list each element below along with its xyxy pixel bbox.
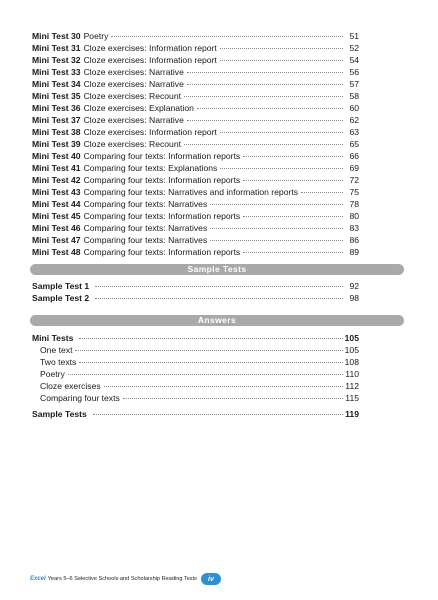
entry-label: Mini Test 35 bbox=[32, 91, 81, 101]
page-number: 105 bbox=[344, 345, 359, 355]
page-number: 108 bbox=[344, 357, 359, 367]
toc-entry[interactable] bbox=[32, 186, 359, 198]
dot-leader bbox=[104, 386, 343, 387]
dot-leader bbox=[95, 298, 343, 299]
dot-leader bbox=[210, 204, 343, 205]
toc-entry[interactable] bbox=[32, 114, 359, 126]
entry-title: Comparing four texts: Narratives and information reports bbox=[83, 187, 299, 197]
entry-title: Cloze exercises: Narrative bbox=[83, 79, 184, 89]
page-number: 54 bbox=[349, 55, 359, 65]
entry-title: Cloze exercises: Explanation bbox=[83, 103, 194, 113]
entry-label: Mini Test 47 bbox=[32, 235, 81, 245]
toc-entry[interactable] bbox=[32, 234, 359, 246]
page-number: 119 bbox=[345, 409, 359, 419]
entry-label: Mini Test 36 bbox=[32, 103, 81, 113]
page-number: 98 bbox=[349, 293, 359, 303]
entry-label: Mini Test 33 bbox=[32, 67, 81, 77]
dot-leader bbox=[220, 132, 343, 133]
entry-title: Comparing four texts bbox=[40, 393, 120, 403]
toc-entry[interactable] bbox=[32, 162, 359, 174]
toc-entry[interactable] bbox=[32, 246, 359, 258]
dot-leader bbox=[210, 240, 343, 241]
dot-leader bbox=[220, 168, 343, 169]
toc-entry-answers-two-texts[interactable] bbox=[32, 356, 359, 368]
toc-entry[interactable] bbox=[32, 54, 359, 66]
page-number: 72 bbox=[349, 175, 359, 185]
entry-label: Mini Test 40 bbox=[32, 151, 81, 161]
entry-label: Mini Test 30 bbox=[32, 31, 81, 41]
entry-title: Comparing four texts: Information reports bbox=[83, 211, 241, 221]
entry-label: Mini Test 41 bbox=[32, 163, 81, 173]
dot-leader bbox=[79, 338, 342, 339]
dot-leader bbox=[123, 398, 343, 399]
entry-title: Cloze exercises bbox=[40, 381, 101, 391]
dot-leader bbox=[220, 60, 343, 61]
entry-label: Sample Tests bbox=[32, 409, 87, 419]
toc-entry[interactable] bbox=[32, 66, 359, 78]
toc-entry[interactable] bbox=[32, 78, 359, 90]
page-number: 58 bbox=[349, 91, 359, 101]
page-footer bbox=[30, 572, 221, 586]
footer-book-title: Years 5–6 Selective Schools and Scholarship Reading Tests bbox=[47, 576, 197, 582]
dot-leader bbox=[220, 48, 343, 49]
dot-leader bbox=[184, 96, 343, 97]
entry-title: Cloze exercises: Narrative bbox=[83, 67, 184, 77]
entry-label: Mini Test 48 bbox=[32, 247, 81, 257]
dot-leader bbox=[68, 374, 343, 375]
page-number: 62 bbox=[349, 115, 359, 125]
entry-title: Comparing four texts: Narratives bbox=[83, 199, 208, 209]
entry-title: Cloze exercises: Information report bbox=[83, 43, 217, 53]
entry-label: Mini Test 38 bbox=[32, 127, 81, 137]
entry-title: Comparing four texts: Information reports bbox=[83, 175, 241, 185]
entry-label: Mini Tests bbox=[32, 333, 74, 343]
dot-leader bbox=[95, 286, 343, 287]
toc-entry[interactable] bbox=[32, 210, 359, 222]
dot-leader bbox=[187, 84, 343, 85]
entry-title: Comparing four texts: Narratives bbox=[83, 223, 208, 233]
page-number: 86 bbox=[349, 235, 359, 245]
dot-leader bbox=[79, 362, 342, 363]
page-number: 110 bbox=[345, 369, 359, 379]
entry-label: Mini Test 31 bbox=[32, 43, 81, 53]
sample-tests-list bbox=[32, 280, 359, 304]
dot-leader bbox=[187, 120, 343, 121]
page-number: 83 bbox=[349, 223, 359, 233]
page-number: 115 bbox=[345, 393, 359, 403]
toc-entry[interactable] bbox=[32, 102, 359, 114]
entry-label: Mini Test 37 bbox=[32, 115, 81, 125]
page-number: 78 bbox=[349, 199, 359, 209]
toc-entry[interactable] bbox=[32, 30, 359, 42]
dot-leader bbox=[243, 156, 343, 157]
toc-entry-sample-test-1[interactable] bbox=[32, 280, 359, 292]
page-number: 63 bbox=[349, 127, 359, 137]
page-number: 66 bbox=[349, 151, 359, 161]
toc-entry[interactable] bbox=[32, 126, 359, 138]
page-number: 112 bbox=[345, 381, 359, 391]
page-number: 92 bbox=[349, 281, 359, 291]
page-number: 65 bbox=[349, 139, 359, 149]
page-number: 80 bbox=[349, 211, 359, 221]
page-number: 75 bbox=[349, 187, 359, 197]
entry-label: Mini Test 42 bbox=[32, 175, 81, 185]
entry-title: Cloze exercises: Recount bbox=[83, 139, 182, 149]
brand-logo: Excel bbox=[30, 576, 46, 582]
toc-entry[interactable] bbox=[32, 90, 359, 102]
page-number: 51 bbox=[349, 31, 359, 41]
dot-leader bbox=[197, 108, 343, 109]
entry-label: Mini Test 44 bbox=[32, 199, 81, 209]
entry-title: Cloze exercises: Recount bbox=[83, 91, 182, 101]
page-number-badge: iv bbox=[201, 573, 221, 585]
toc-entry-answers-mini-tests[interactable] bbox=[32, 332, 359, 344]
dot-leader bbox=[93, 414, 343, 415]
mini-tests-list bbox=[32, 30, 359, 258]
toc-entry-answers-comparing[interactable] bbox=[32, 392, 359, 404]
toc-entry[interactable] bbox=[32, 198, 359, 210]
dot-leader bbox=[75, 350, 342, 351]
dot-leader bbox=[187, 72, 343, 73]
dot-leader bbox=[184, 144, 343, 145]
page-number: 69 bbox=[349, 163, 359, 173]
dot-leader bbox=[210, 228, 343, 229]
page-number: 56 bbox=[349, 67, 359, 77]
dot-leader bbox=[111, 36, 343, 37]
dot-leader bbox=[243, 180, 343, 181]
entry-title: Cloze exercises: Information report bbox=[83, 55, 217, 65]
toc-entry-answers-cloze[interactable] bbox=[32, 380, 359, 392]
entry-label: Mini Test 39 bbox=[32, 139, 81, 149]
toc-entry[interactable] bbox=[32, 150, 359, 162]
entry-title: Comparing four texts: Information reports bbox=[83, 247, 241, 257]
entry-title: Cloze exercises: Narrative bbox=[83, 115, 184, 125]
entry-label: Mini Test 34 bbox=[32, 79, 81, 89]
entry-title: Poetry bbox=[40, 369, 65, 379]
entry-title: Two texts bbox=[40, 357, 77, 367]
toc-entry-answers-one-text[interactable] bbox=[32, 344, 359, 356]
page-number: 105 bbox=[344, 333, 359, 343]
entry-title: Cloze exercises: Information report bbox=[83, 127, 217, 137]
entry-label: Sample Test 2 bbox=[32, 293, 90, 303]
answers-list bbox=[32, 332, 359, 420]
entry-title: Comparing four texts: Narratives bbox=[83, 235, 208, 245]
entry-label: Mini Test 43 bbox=[32, 187, 81, 197]
toc-entry[interactable] bbox=[32, 174, 359, 186]
entry-title: Poetry bbox=[83, 31, 109, 41]
toc-entry[interactable] bbox=[32, 222, 359, 234]
entry-label: Sample Test 1 bbox=[32, 281, 90, 291]
toc-entry-answers-poetry[interactable] bbox=[32, 368, 359, 380]
dot-leader bbox=[243, 252, 343, 253]
page-number: 57 bbox=[349, 79, 359, 89]
dot-leader bbox=[301, 192, 343, 193]
sample-tests-heading: Sample Tests bbox=[30, 264, 404, 275]
entry-title: Comparing four texts: Information reports bbox=[83, 151, 241, 161]
toc-entry[interactable] bbox=[32, 42, 359, 54]
entry-label: Mini Test 46 bbox=[32, 223, 81, 233]
page-number: 60 bbox=[349, 103, 359, 113]
entry-label: Mini Test 32 bbox=[32, 55, 81, 65]
entry-title: Comparing four texts: Explanations bbox=[83, 163, 218, 173]
toc-entry-sample-test-2[interactable] bbox=[32, 292, 359, 304]
dot-leader bbox=[243, 216, 343, 217]
toc-entry[interactable] bbox=[32, 138, 359, 150]
entry-label: Mini Test 45 bbox=[32, 211, 81, 221]
page-number: 89 bbox=[349, 247, 359, 257]
entry-title: One text bbox=[40, 345, 73, 355]
answers-heading: Answers bbox=[30, 315, 404, 326]
page-number: 52 bbox=[349, 43, 359, 53]
toc-entry-answers-sample-tests[interactable] bbox=[32, 408, 359, 420]
